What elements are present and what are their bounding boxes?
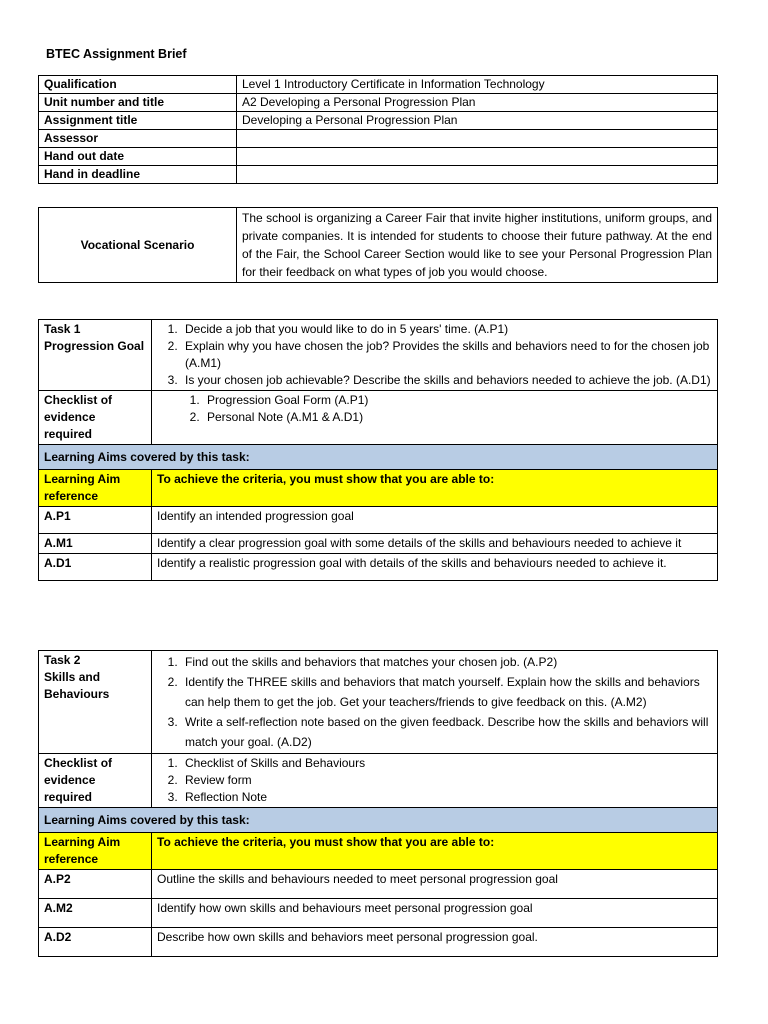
task-2-table — [38, 650, 718, 957]
criteria-text: Identify an intended progression goal — [152, 507, 718, 534]
info-label: Assessor — [39, 130, 237, 148]
task-1-steps — [152, 320, 718, 391]
info-label: Hand in deadline — [39, 166, 237, 184]
criteria-text: Describe how own skills and behaviors meet personal progression goal. — [152, 928, 718, 957]
task-1-table — [38, 319, 718, 581]
task-2-subtitle: Skills and Behaviours — [44, 670, 110, 701]
info-value — [237, 130, 718, 148]
info-label: Assignment title — [39, 112, 237, 130]
assignment-info-table — [38, 75, 718, 184]
checklist-item: 1. Progression Goal Form (A.P1) — [203, 392, 712, 409]
info-row-hand-in-deadline — [39, 166, 718, 184]
info-value: Level 1 Introductory Certificate in Information Technology — [237, 76, 718, 94]
info-row-assignment-title — [39, 112, 718, 130]
criteria-header: To achieve the criteria, you must show that you are able to: — [152, 470, 718, 507]
checklist-label: Checklist of evidence required — [39, 391, 152, 445]
info-value: Developing a Personal Progression Plan — [237, 112, 718, 130]
info-value — [237, 148, 718, 166]
task-step: 3. Write a self-reflection note based on the given feedback. Describe how the skills and behaviors will match your goal. (A.D2) — [181, 712, 712, 752]
criteria-text: Identify a realistic progression goal with details of the skills and behaviours needed to achieve it. — [152, 554, 718, 581]
criteria-header-row — [39, 470, 718, 507]
criteria-ref: A.P1 — [39, 507, 152, 534]
info-row-unit — [39, 94, 718, 112]
criteria-ref: A.D2 — [39, 928, 152, 957]
criteria-text: Identify a clear progression goal with some details of the skills and behaviours needed to achieve it — [152, 534, 718, 554]
info-label: Qualification — [39, 76, 237, 94]
learning-aims-header: Learning Aims covered by this task: — [39, 445, 718, 470]
learning-aim-ref-header: Learning Aim reference — [39, 470, 152, 507]
task-1-subtitle: Progression Goal — [44, 339, 145, 353]
criteria-ref: A.P2 — [39, 870, 152, 899]
task-2-title: Task 2 — [44, 653, 81, 667]
info-row-qualification — [39, 76, 718, 94]
task-step: 2. Identify the THREE skills and behaviors that match yourself. Explain how the skills and behaviors can help them to get the job. Get your teachers/friends to give feedback on this. (A.M2) — [181, 672, 712, 712]
scenario-label: Vocational Scenario — [39, 208, 237, 283]
info-label: Hand out date — [39, 148, 237, 166]
checklist-item: 2. Review form — [181, 772, 712, 789]
criteria-row-ap1 — [39, 507, 718, 534]
checklist-item: 1. Checklist of Skills and Behaviours — [181, 755, 712, 772]
task-2-checklist-row — [39, 754, 718, 808]
criteria-row-am1 — [39, 534, 718, 554]
criteria-ref: A.M2 — [39, 899, 152, 928]
criteria-ref: A.D1 — [39, 554, 152, 581]
task-1-heading — [39, 320, 152, 391]
learning-aims-header-row — [39, 808, 718, 833]
task-2-heading — [39, 651, 152, 754]
vocational-scenario-table — [38, 207, 718, 283]
criteria-header: To achieve the criteria, you must show that you are able to: — [152, 833, 718, 870]
criteria-ref: A.M1 — [39, 534, 152, 554]
task-1-title: Task 1 — [44, 322, 81, 336]
criteria-row-am2 — [39, 899, 718, 928]
criteria-row-ad1 — [39, 554, 718, 581]
criteria-text: Outline the skills and behaviours needed to meet personal progression goal — [152, 870, 718, 899]
task-2-checklist — [152, 754, 718, 808]
document-title: BTEC Assignment Brief — [46, 47, 187, 61]
task-2-steps-row — [39, 651, 718, 754]
criteria-row-ad2 — [39, 928, 718, 957]
task-1-checklist — [152, 391, 718, 445]
checklist-item: 3. Reflection Note — [181, 789, 712, 806]
task-2-steps — [152, 651, 718, 754]
info-value: A2 Developing a Personal Progression Plan — [237, 94, 718, 112]
task-1-steps-row — [39, 320, 718, 391]
info-label: Unit number and title — [39, 94, 237, 112]
task-step: 1. Find out the skills and behaviors that matches your chosen job. (A.P2) — [181, 652, 712, 672]
task-step: 2. Explain why you have chosen the job? Provides the skills and behaviors need to for the chosen job (A.M1) — [181, 338, 712, 372]
info-row-assessor — [39, 130, 718, 148]
criteria-text: Identify how own skills and behaviours meet personal progression goal — [152, 899, 718, 928]
task-1-checklist-row — [39, 391, 718, 445]
learning-aim-ref-header: Learning Aim reference — [39, 833, 152, 870]
scenario-text: The school is organizing a Career Fair that invite higher institutions, uniform groups, and private companies. It is intended for students to choose their future pathway. At the end of the Fair, the School Career Section would like to see your Personal Progression Plan for their feedback on what types of job you would choose. — [237, 208, 718, 283]
criteria-row-ap2 — [39, 870, 718, 899]
checklist-label: Checklist of evidence required — [39, 754, 152, 808]
task-step: 3. Is your chosen job achievable? Describe the skills and behaviors needed to achieve the job. (A.D1) — [181, 372, 712, 389]
task-step: 1. Decide a job that you would like to do in 5 years' time. (A.P1) — [181, 321, 712, 338]
info-value — [237, 166, 718, 184]
checklist-item: 2. Personal Note (A.M1 & A.D1) — [203, 409, 712, 426]
learning-aims-header: Learning Aims covered by this task: — [39, 808, 718, 833]
criteria-header-row — [39, 833, 718, 870]
info-row-hand-out-date — [39, 148, 718, 166]
learning-aims-header-row — [39, 445, 718, 470]
